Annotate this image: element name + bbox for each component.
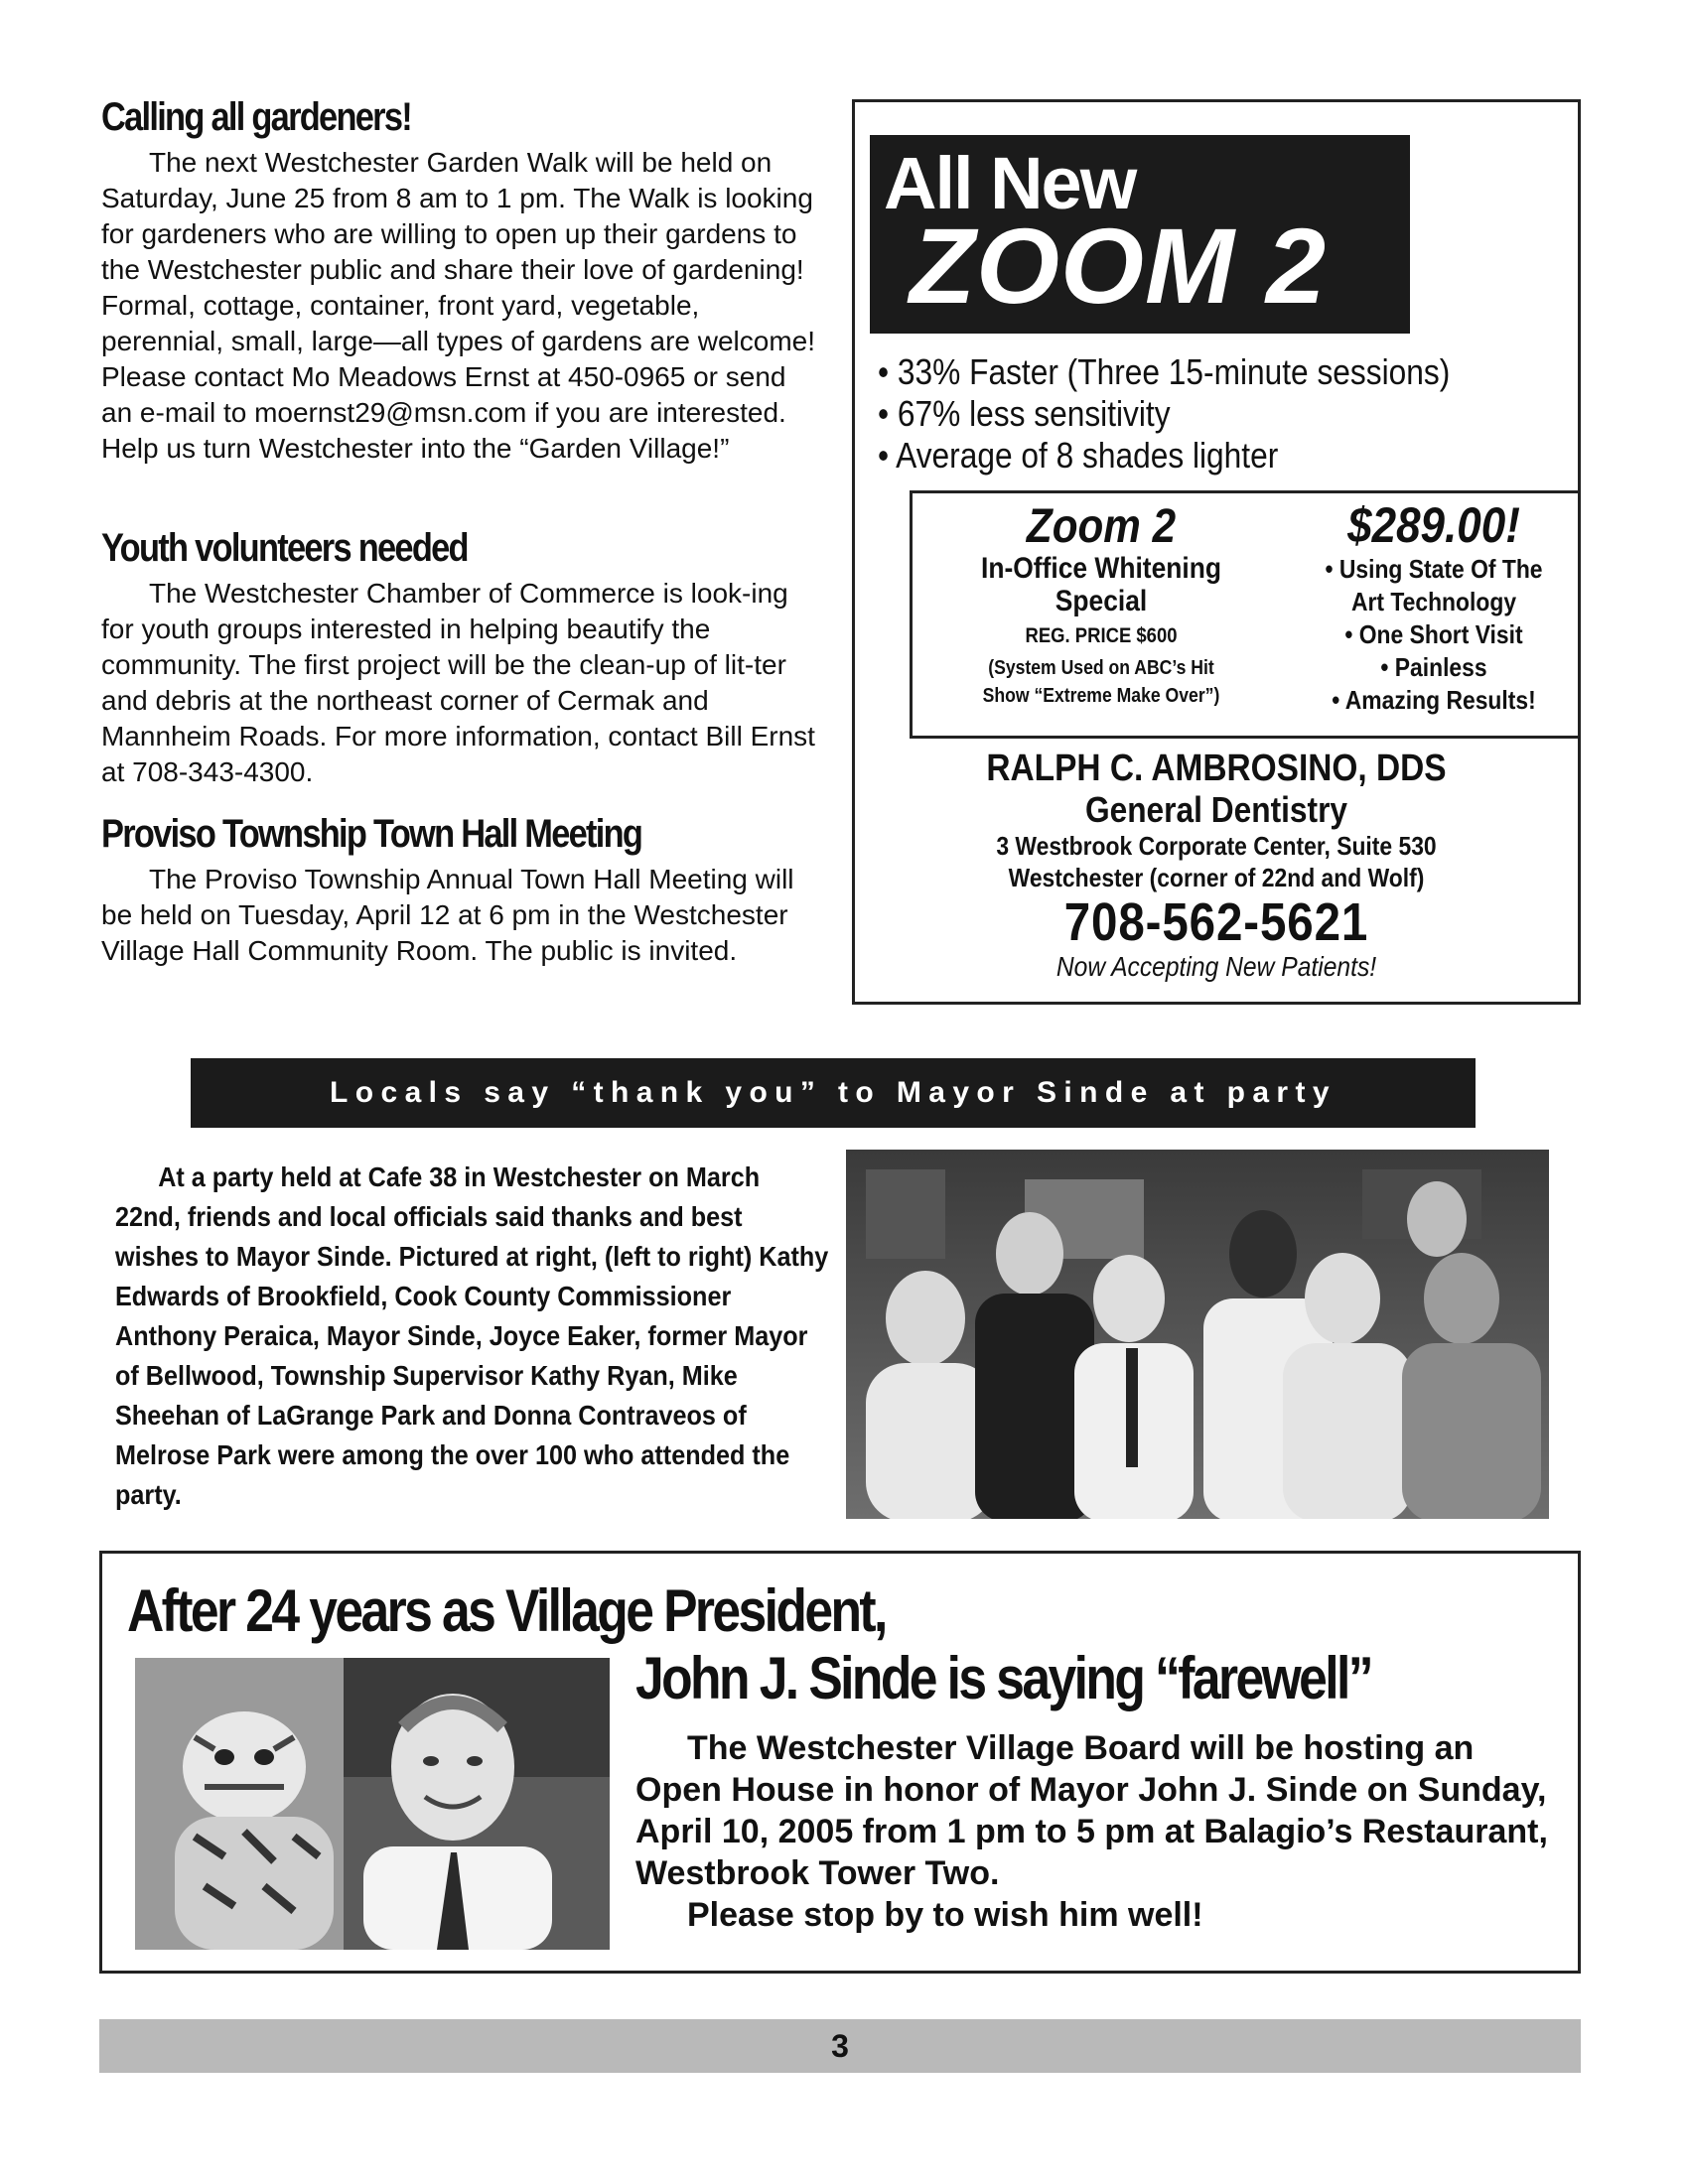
special-right — [1290, 497, 1578, 717]
ad-bullet: • 67% less sensitivity — [878, 393, 1171, 434]
special-left — [913, 501, 1290, 710]
farewell-paragraph: Please stop by to wish him well! — [687, 1896, 1203, 1934]
ad-title-line1: All New — [884, 142, 1136, 224]
ad-bullet-list — [878, 351, 1563, 477]
page-number: 3 — [831, 2027, 849, 2064]
article-body: The Westchester Chamber of Commerce is look-ing for youth groups interested in helping beautify the community. The first project will be the clean-up of lit-ter and debris at the northeast corner of Cermak and Mannheim Roads. For more information, contact Bill Ernst at 708-343-4300. — [101, 578, 815, 787]
special-note: Show “Extreme Make Over”) — [982, 685, 1220, 707]
practice-name: General Dentistry — [1084, 789, 1348, 830]
ad-contact — [855, 747, 1578, 983]
article-body: The Proviso Township Annual Town Hall Meeting will be held on Tuesday, April 12 at 6 pm in the Westchester Village Hall Community Room. The public is invited. — [101, 864, 794, 966]
mayor-photo — [135, 1658, 610, 1950]
party-photo-image — [846, 1150, 1549, 1519]
special-feature: • One Short Visit — [1344, 619, 1523, 649]
ad-title-line2: ZOOM 2 — [910, 205, 1328, 326]
farewell-paragraph: The Westchester Village Board will be hosting an Open House in honor of Mayor John J. Sinde on Sunday, April 10, 2005 from 1 pm to 5 pm at Balagio’s Restaurant, Westbrook Tower Two. — [635, 1729, 1548, 1892]
phone-number: 708-562-5621 — [1063, 892, 1369, 952]
farewell-headline-2: John J. Sinde is saying “farewell” — [635, 1645, 1372, 1711]
special-feature: • Painless — [1380, 652, 1487, 682]
article-gardeners — [101, 95, 816, 467]
special-feature: • Amazing Results! — [1332, 685, 1536, 715]
farewell-body — [635, 1727, 1559, 1936]
dentist-name: RALPH C. AMBROSINO, DDS — [986, 748, 1447, 789]
special-note: (System Used on ABC’s Hit — [988, 657, 1214, 679]
ad-bullet: • Average of 8 shades lighter — [878, 435, 1279, 476]
article-body: The next Westchester Garden Walk will be held on Saturday, June 25 from 8 am to 1 pm. The Walk is looking for gardeners who are willing to open up their gardens to the Westchester public and share their love of gardening! Formal, cottage, container, front yard, vegetable, perennial, small, large—all types of gardens are welcome! Please contact Mo Meadows Ernst at 450-0965 or send an e-mail to moernst29@msn.com if you are interested. Help us turn Westchester into the “Garden Village!” — [101, 147, 816, 464]
special-line1: In-Office Whitening — [981, 552, 1221, 585]
party-photo — [846, 1150, 1549, 1519]
party-banner — [191, 1058, 1476, 1128]
party-caption: At a party held at Cafe 38 in Westchester on March 22nd, friends and local officials said thanks and best wishes to Mayor Sinde. Pictured at right, (left to right) Kathy Edwards of Brookfield, Cook County Commissioner Anthony Peraica, Mayor Sinde, Joyce Eaker, former Mayor of Bellwood, Township Supervisor Kathy Ryan, Mike Sheehan of LaGrange Park and Donna Contraveos of Melrose Park were among the over 100 who attended the party. — [115, 1161, 829, 1510]
article-headline: Youth volunteers needed — [101, 526, 468, 570]
ad-special-box — [910, 490, 1581, 739]
ad-title-block — [870, 135, 1410, 334]
article-headline: Proviso Township Town Hall Meeting — [101, 812, 642, 856]
ad-bullet: • 33% Faster (Three 15-minute sessions) — [878, 351, 1451, 392]
special-price: $289.00! — [1347, 497, 1520, 553]
article-town-hall — [101, 812, 816, 969]
special-reg-price: REG. PRICE $600 — [1025, 624, 1178, 647]
ad-tagline: Now Accepting New Patients! — [1055, 951, 1377, 982]
special-name: Zoom 2 — [1026, 500, 1177, 553]
address-line: 3 Westbrook Corporate Center, Suite 530 — [996, 831, 1437, 861]
party-caption-block — [115, 1158, 829, 1515]
banner-text: Locals say “thank you” to Mayor Sinde at party — [330, 1076, 1336, 1109]
page-footer — [99, 2019, 1581, 2073]
special-feature: Art Technology — [1350, 587, 1517, 616]
special-line2: Special — [1055, 585, 1148, 617]
special-feature: • Using State Of The — [1325, 554, 1543, 584]
article-youth-volunteers — [101, 526, 816, 790]
mayor-photo-image — [135, 1658, 610, 1950]
address-line: Westchester (corner of 22nd and Wolf) — [1008, 863, 1425, 892]
farewell-headline-1: After 24 years as Village President, — [127, 1577, 886, 1644]
article-headline: Calling all gardeners! — [101, 95, 411, 139]
